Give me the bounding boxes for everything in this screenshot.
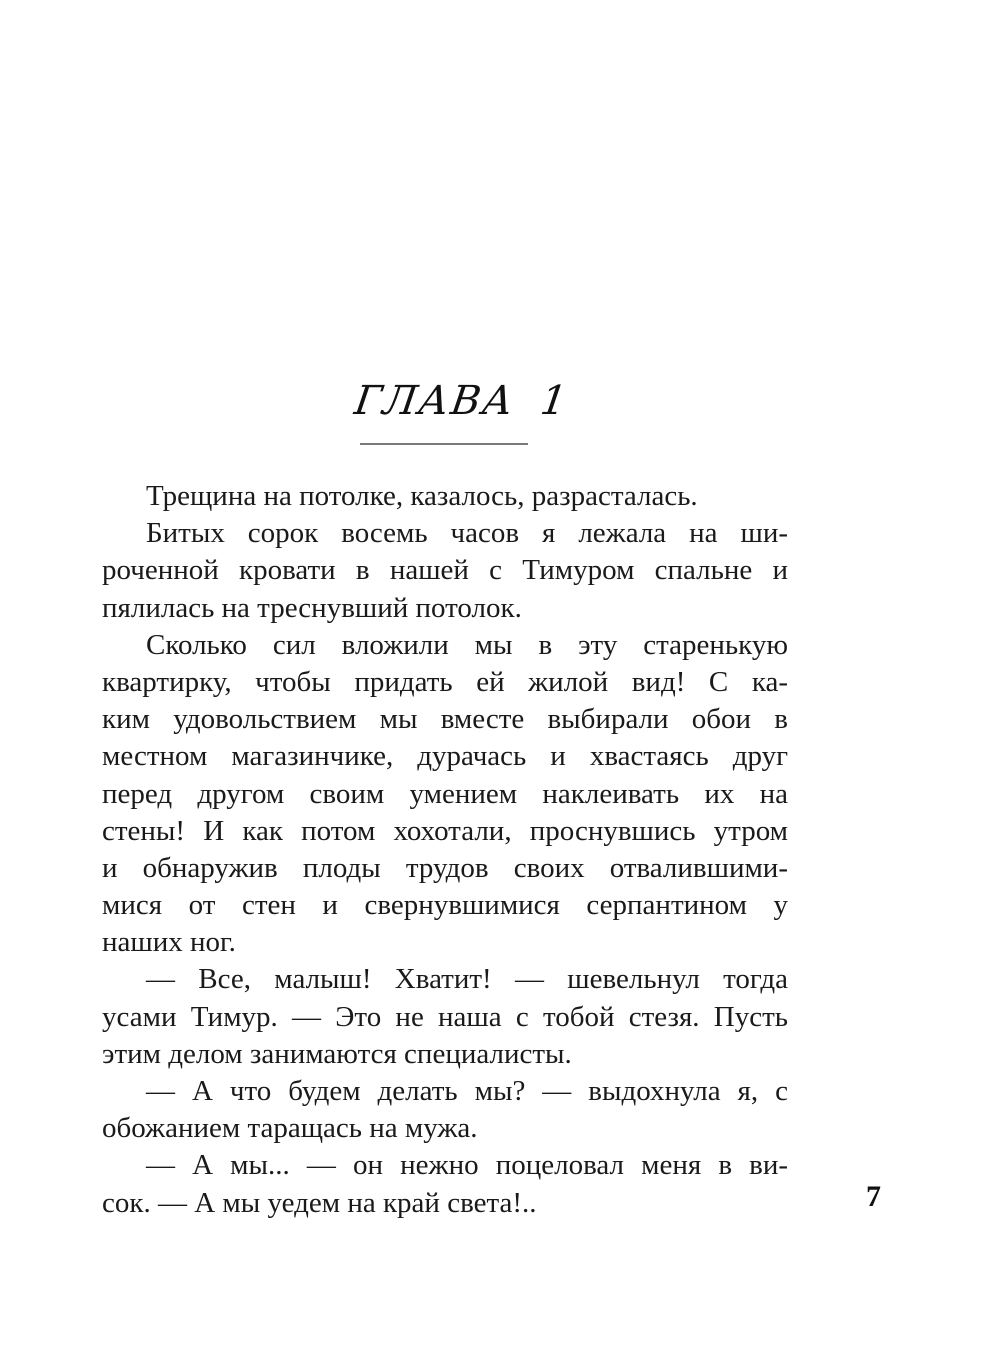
text-line: ким удовольствием мы вместе выбирали обои в bbox=[102, 703, 788, 736]
page-number: 7 bbox=[866, 1180, 881, 1213]
text-line: — Все, малыш! Хватит! — шевельнул тогда bbox=[146, 963, 788, 996]
text-line: роченной кровати в нашей с Тимуром спальне и bbox=[102, 554, 788, 587]
chapter-heading bbox=[351, 378, 572, 424]
chapter-divider bbox=[360, 443, 528, 445]
paragraph bbox=[102, 515, 788, 627]
text-line: стены! И как потом хохотали, проснувшись утром bbox=[102, 814, 788, 847]
paragraph bbox=[102, 1073, 788, 1147]
paragraph bbox=[102, 627, 788, 962]
text-line: Трещина на потолке, казалось, разрасталась. bbox=[146, 480, 698, 512]
text-line: квартирку, чтобы придать ей жилой вид! С ка- bbox=[102, 665, 788, 698]
text-line: обожанием таращась на мужа. bbox=[102, 1112, 478, 1145]
text-line: усами Тимур. — Это не наша с тобой стезя. Пусть bbox=[102, 1000, 788, 1033]
text-line: перед другом своим умением наклеивать их на bbox=[102, 777, 788, 810]
text-line: пялилась на треснувший потолок. bbox=[102, 591, 522, 624]
paragraph bbox=[102, 961, 788, 1073]
text-line: мися от стен и свернувшимися серпантином у bbox=[102, 889, 788, 922]
text-line: местном магазинчике, дурачась и хвастаясь друг bbox=[102, 740, 788, 773]
text-line: сок. — А мы уедем на край света!.. bbox=[102, 1186, 537, 1219]
text-line: наших ног. bbox=[102, 926, 236, 959]
chapter-number: 1 bbox=[537, 378, 572, 424]
paragraph bbox=[102, 1147, 788, 1221]
text-line: Сколько сил вложили мы в эту старенькую bbox=[146, 628, 788, 661]
chapter-body bbox=[102, 478, 788, 1222]
text-line: и обнаружив плоды трудов своих отвалившими- bbox=[102, 851, 788, 884]
chapter-title-word: ГЛАВА bbox=[351, 378, 519, 424]
text-line: этим делом занимаются специалисты. bbox=[102, 1037, 572, 1070]
text-line: Битых сорок восемь часов я лежала на ши- bbox=[146, 517, 788, 550]
paragraph bbox=[102, 478, 788, 515]
text-line: — А мы... — он нежно поцеловал меня в ви- bbox=[146, 1149, 788, 1182]
text-line: — А что будем делать мы? — выдохнула я, с bbox=[146, 1075, 788, 1107]
